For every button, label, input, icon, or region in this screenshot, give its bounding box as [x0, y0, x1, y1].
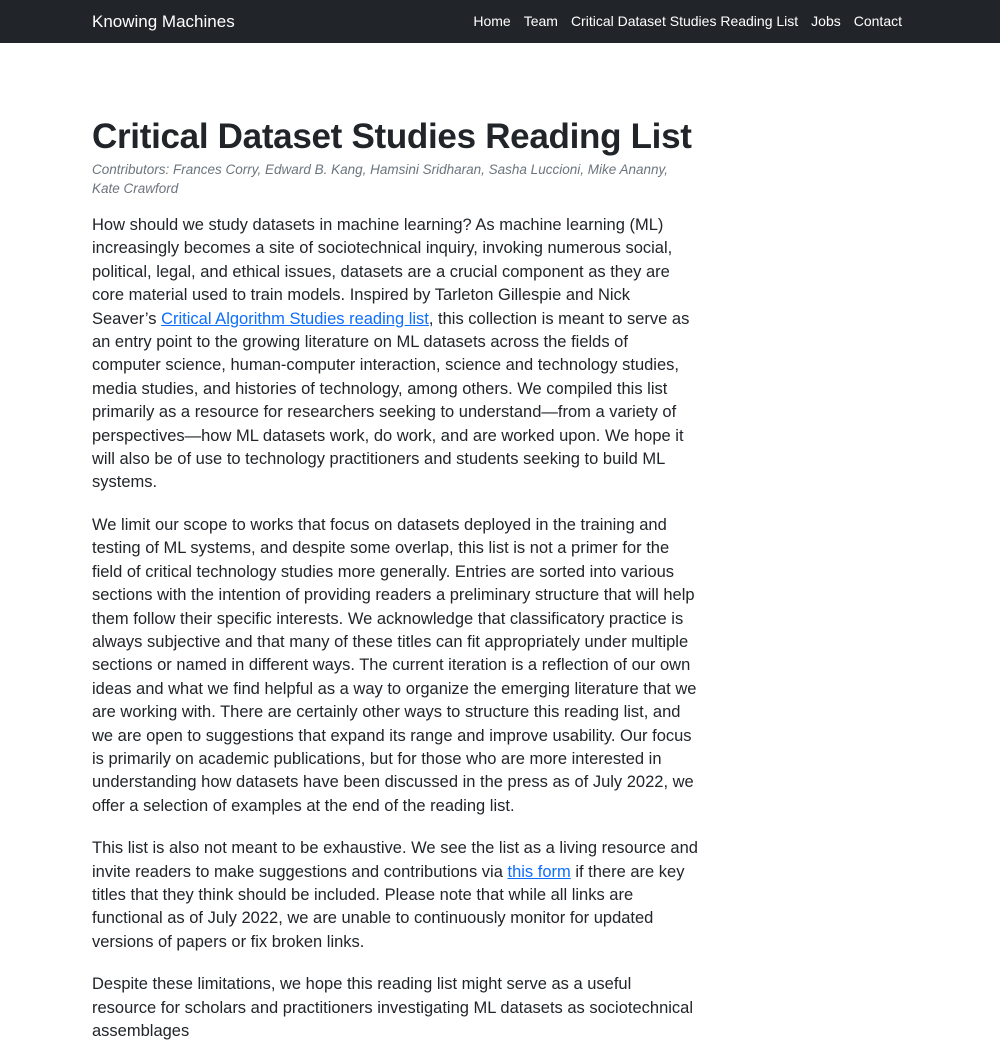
- exhaustive-text-start: This list is also not meant to be exhaustive. We see the list as a living resource and invite readers to make suggestions and contributions via: [92, 839, 698, 881]
- nav-link-contact[interactable]: Contact: [853, 13, 902, 29]
- intro-text-start: How should we study datasets in machine learning? As machine learning (ML) increasingly becomes a site of sociotechnical inquiry, invoking numerous social, political, legal, and ethical issues, datasets are a crucial component as they are core material used to train models. Inspired by Tarleton Gillespie and Nick Seaver’s: [92, 216, 673, 328]
- nav-link-jobs[interactable]: Jobs: [811, 13, 841, 29]
- article-content: [92, 116, 698, 1043]
- exhaustive-text-end: if there are key titles that they think should be included. Please note that while all links are functional as of July 2022, we are unable to continuously monitor for updated versions of papers or fix broken links.: [92, 862, 685, 951]
- nav-link-reading-list[interactable]: Critical Dataset Studies Reading List: [570, 13, 799, 29]
- critical-algorithm-studies-link[interactable]: Critical Algorithm Studies reading list: [161, 309, 429, 328]
- brand-link[interactable]: Knowing Machines: [92, 12, 235, 31]
- exhaustive-paragraph: [92, 837, 698, 954]
- intro-text-end: , this collection is meant to serve as an entry point to the growing literature on ML datasets across the fields of computer science, human-computer interaction, science and technology studies, media studies, and histories of technology, among others. We compiled this list primarily as a resource for researchers seeking to understand—from a variety of perspectives—how ML datasets work, do work, and are worked upon. We hope it will also be of use to technology practitioners and students seeking to build ML systems.: [92, 309, 690, 492]
- top-navbar: [0, 0, 1000, 43]
- contributors-line: Contributors: Frances Corry, Edward B. Kang, Hamsini Sridharan, Sasha Luccioni, Mike Ananny, Kate Crawford: [92, 162, 669, 196]
- suggestion-form-link[interactable]: this form: [507, 862, 571, 881]
- nav-links: [473, 12, 902, 31]
- intro-paragraph: [92, 214, 698, 495]
- nav-link-team[interactable]: Team: [523, 13, 558, 29]
- page-title: Critical Dataset Studies Reading List: [92, 117, 692, 156]
- scope-paragraph: We limit our scope to works that focus on datasets deployed in the training and testing of ML systems, and despite some overlap, this list is not a primer for the field of critical technology studies more generally. Entries are sorted into various sections with the intention of providing readers a preliminary structure that will help them follow their specific interests. We acknowledge that classificatory practice is always subjective and that many of these titles can fit appropriately under multiple sections or named in different ways. The current iteration is a reflection of our own ideas and what we find helpful as a way to organize the emerging literature that we are working with. There are certainly other ways to structure this reading list, and we are open to suggestions that expand its range and improve usability. Our focus is primarily on academic publications, but for those who are more interested in understanding how datasets have been discussed in the press as of July 2022, we offer a selection of examples at the end of the reading list.: [92, 515, 697, 815]
- nav-link-home[interactable]: Home: [473, 13, 511, 29]
- limitations-paragraph: Despite these limitations, we hope this reading list might serve as a useful resource for scholars and practitioners investigating ML datasets as sociotechnical assemblages: [92, 975, 694, 1040]
